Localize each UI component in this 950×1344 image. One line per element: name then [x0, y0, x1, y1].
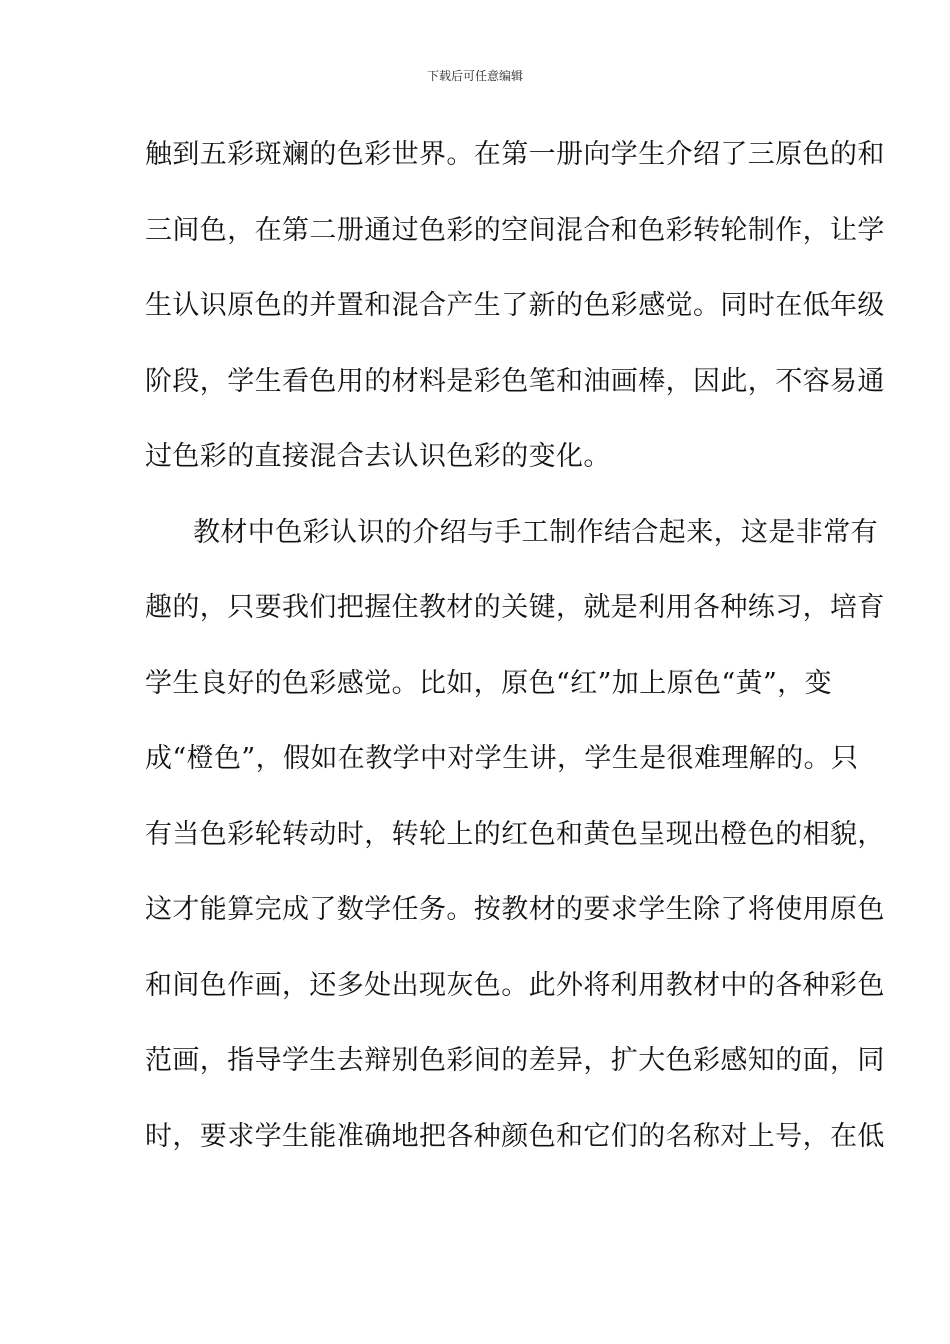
text-line: 成“橙色”，假如在教学中对学生讲，学生是很难理解的。只 [145, 743, 859, 774]
text-line: 生认识原色的并置和混合产生了新的色彩感觉。同时在低年级 [145, 290, 885, 321]
text-line: 过色彩的直接混合去认识色彩的变化。 [145, 441, 611, 472]
text-line: 阶段，学生看色用的材料是彩色笔和油画棒，因此，不容易通 [145, 365, 885, 397]
text-line: 这才能算完成了数学任务。按教材的要求学生除了将使用原色 [145, 894, 885, 925]
text-line: 和间色作画，还多处出现灰色。此外将利用教材中的各种彩色 [145, 969, 885, 1001]
text-line: 学生良好的色彩感觉。比如，原色“红”加上原色“黄”，变 [145, 667, 833, 699]
paragraph-2 [145, 503, 885, 1183]
text-line: 趣的，只要我们把握住教材的关键，就是利用各种练习，培育 [145, 592, 885, 623]
text-line: 教材中色彩认识的介绍与手工制作结合起来，这是非常有 [193, 516, 878, 548]
body-text [145, 125, 885, 1182]
header-note: 下载后可任意编辑 [426, 69, 523, 83]
text-line: 触到五彩斑斓的色彩世界。在第一册向学生介绍了三原色的和 [145, 139, 885, 170]
text-line: 范画，指导学生去辩别色彩间的差异，扩大色彩感知的面，同 [145, 1045, 885, 1076]
text-line: 时，要求学生能准确地把各种颜色和它们的名称对上号，在低 [145, 1120, 885, 1152]
text-line: 有当色彩轮转动时，转轮上的红色和黄色呈现出橙色的相貌， [145, 818, 885, 850]
text-line: 三间色，在第二册通过色彩的空间混合和色彩转轮制作，让学 [145, 214, 885, 246]
paragraph-1 [145, 125, 885, 503]
